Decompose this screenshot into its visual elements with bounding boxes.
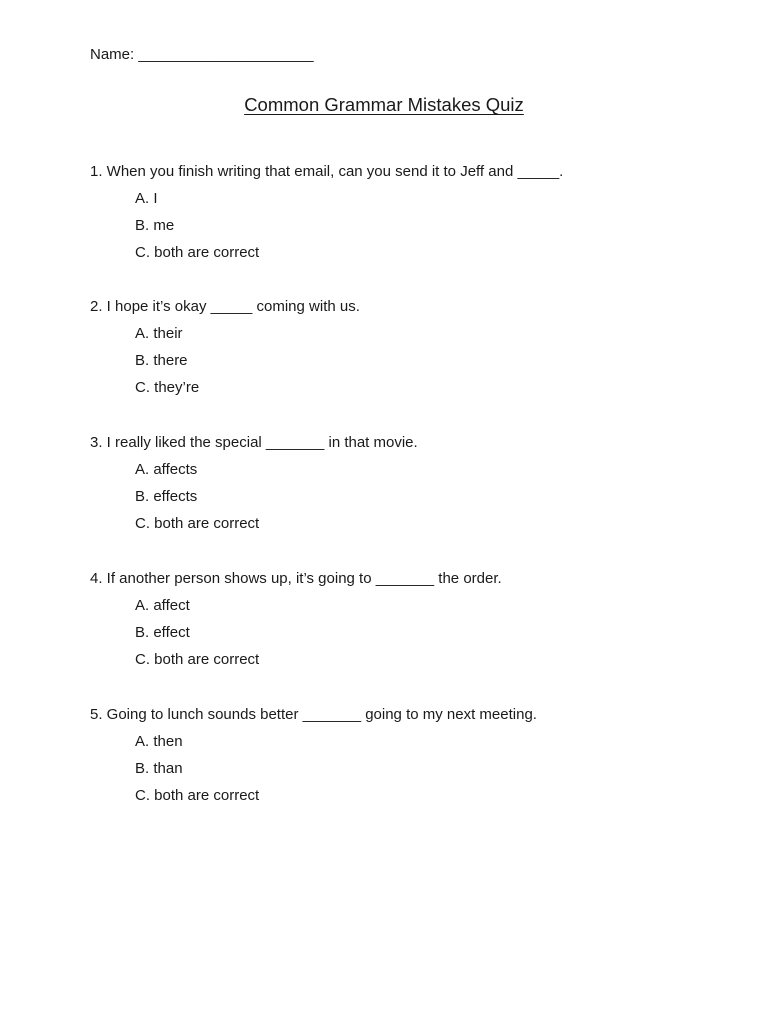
question-text: 1. When you finish writing that email, can you send it to Jeff and _____. — [90, 163, 564, 180]
option-c: C. both are correct — [135, 787, 260, 805]
option-a: A. then — [135, 733, 183, 750]
answer-options — [90, 728, 730, 810]
answer-options — [90, 185, 730, 267]
option-a: A. affects — [135, 461, 198, 478]
answer-options — [90, 456, 730, 538]
answer-options — [90, 320, 730, 402]
option-b: B. effects — [135, 488, 198, 506]
option-b: B. effect — [135, 624, 190, 642]
name-field: Name: _____________________ — [90, 46, 314, 63]
option-a: A. affect — [135, 597, 190, 614]
option-c: C. both are correct — [135, 244, 260, 262]
question-text: 5. Going to lunch sounds better _______ going to my next meeting. — [90, 706, 537, 723]
question-1 — [90, 158, 730, 267]
option-b: B. there — [135, 352, 188, 370]
question-text: 4. If another person shows up, it’s going to _______ the order. — [90, 570, 502, 587]
option-c: C. they’re — [135, 379, 200, 397]
option-c: C. both are correct — [135, 651, 260, 669]
option-b: B. than — [135, 760, 183, 778]
answer-options — [90, 592, 730, 674]
option-a: A. I — [135, 190, 158, 207]
page-title: Common Grammar Mistakes Quiz — [244, 94, 524, 115]
question-text: 3. I really liked the special _______ in that movie. — [90, 434, 418, 451]
question-5 — [90, 701, 730, 810]
question-2 — [90, 293, 730, 402]
option-b: B. me — [135, 217, 175, 235]
question-text: 2. I hope it’s okay _____ coming with us. — [90, 298, 360, 315]
question-4 — [90, 565, 730, 674]
question-3 — [90, 429, 730, 538]
option-c: C. both are correct — [135, 515, 260, 533]
option-a: A. their — [135, 325, 183, 342]
